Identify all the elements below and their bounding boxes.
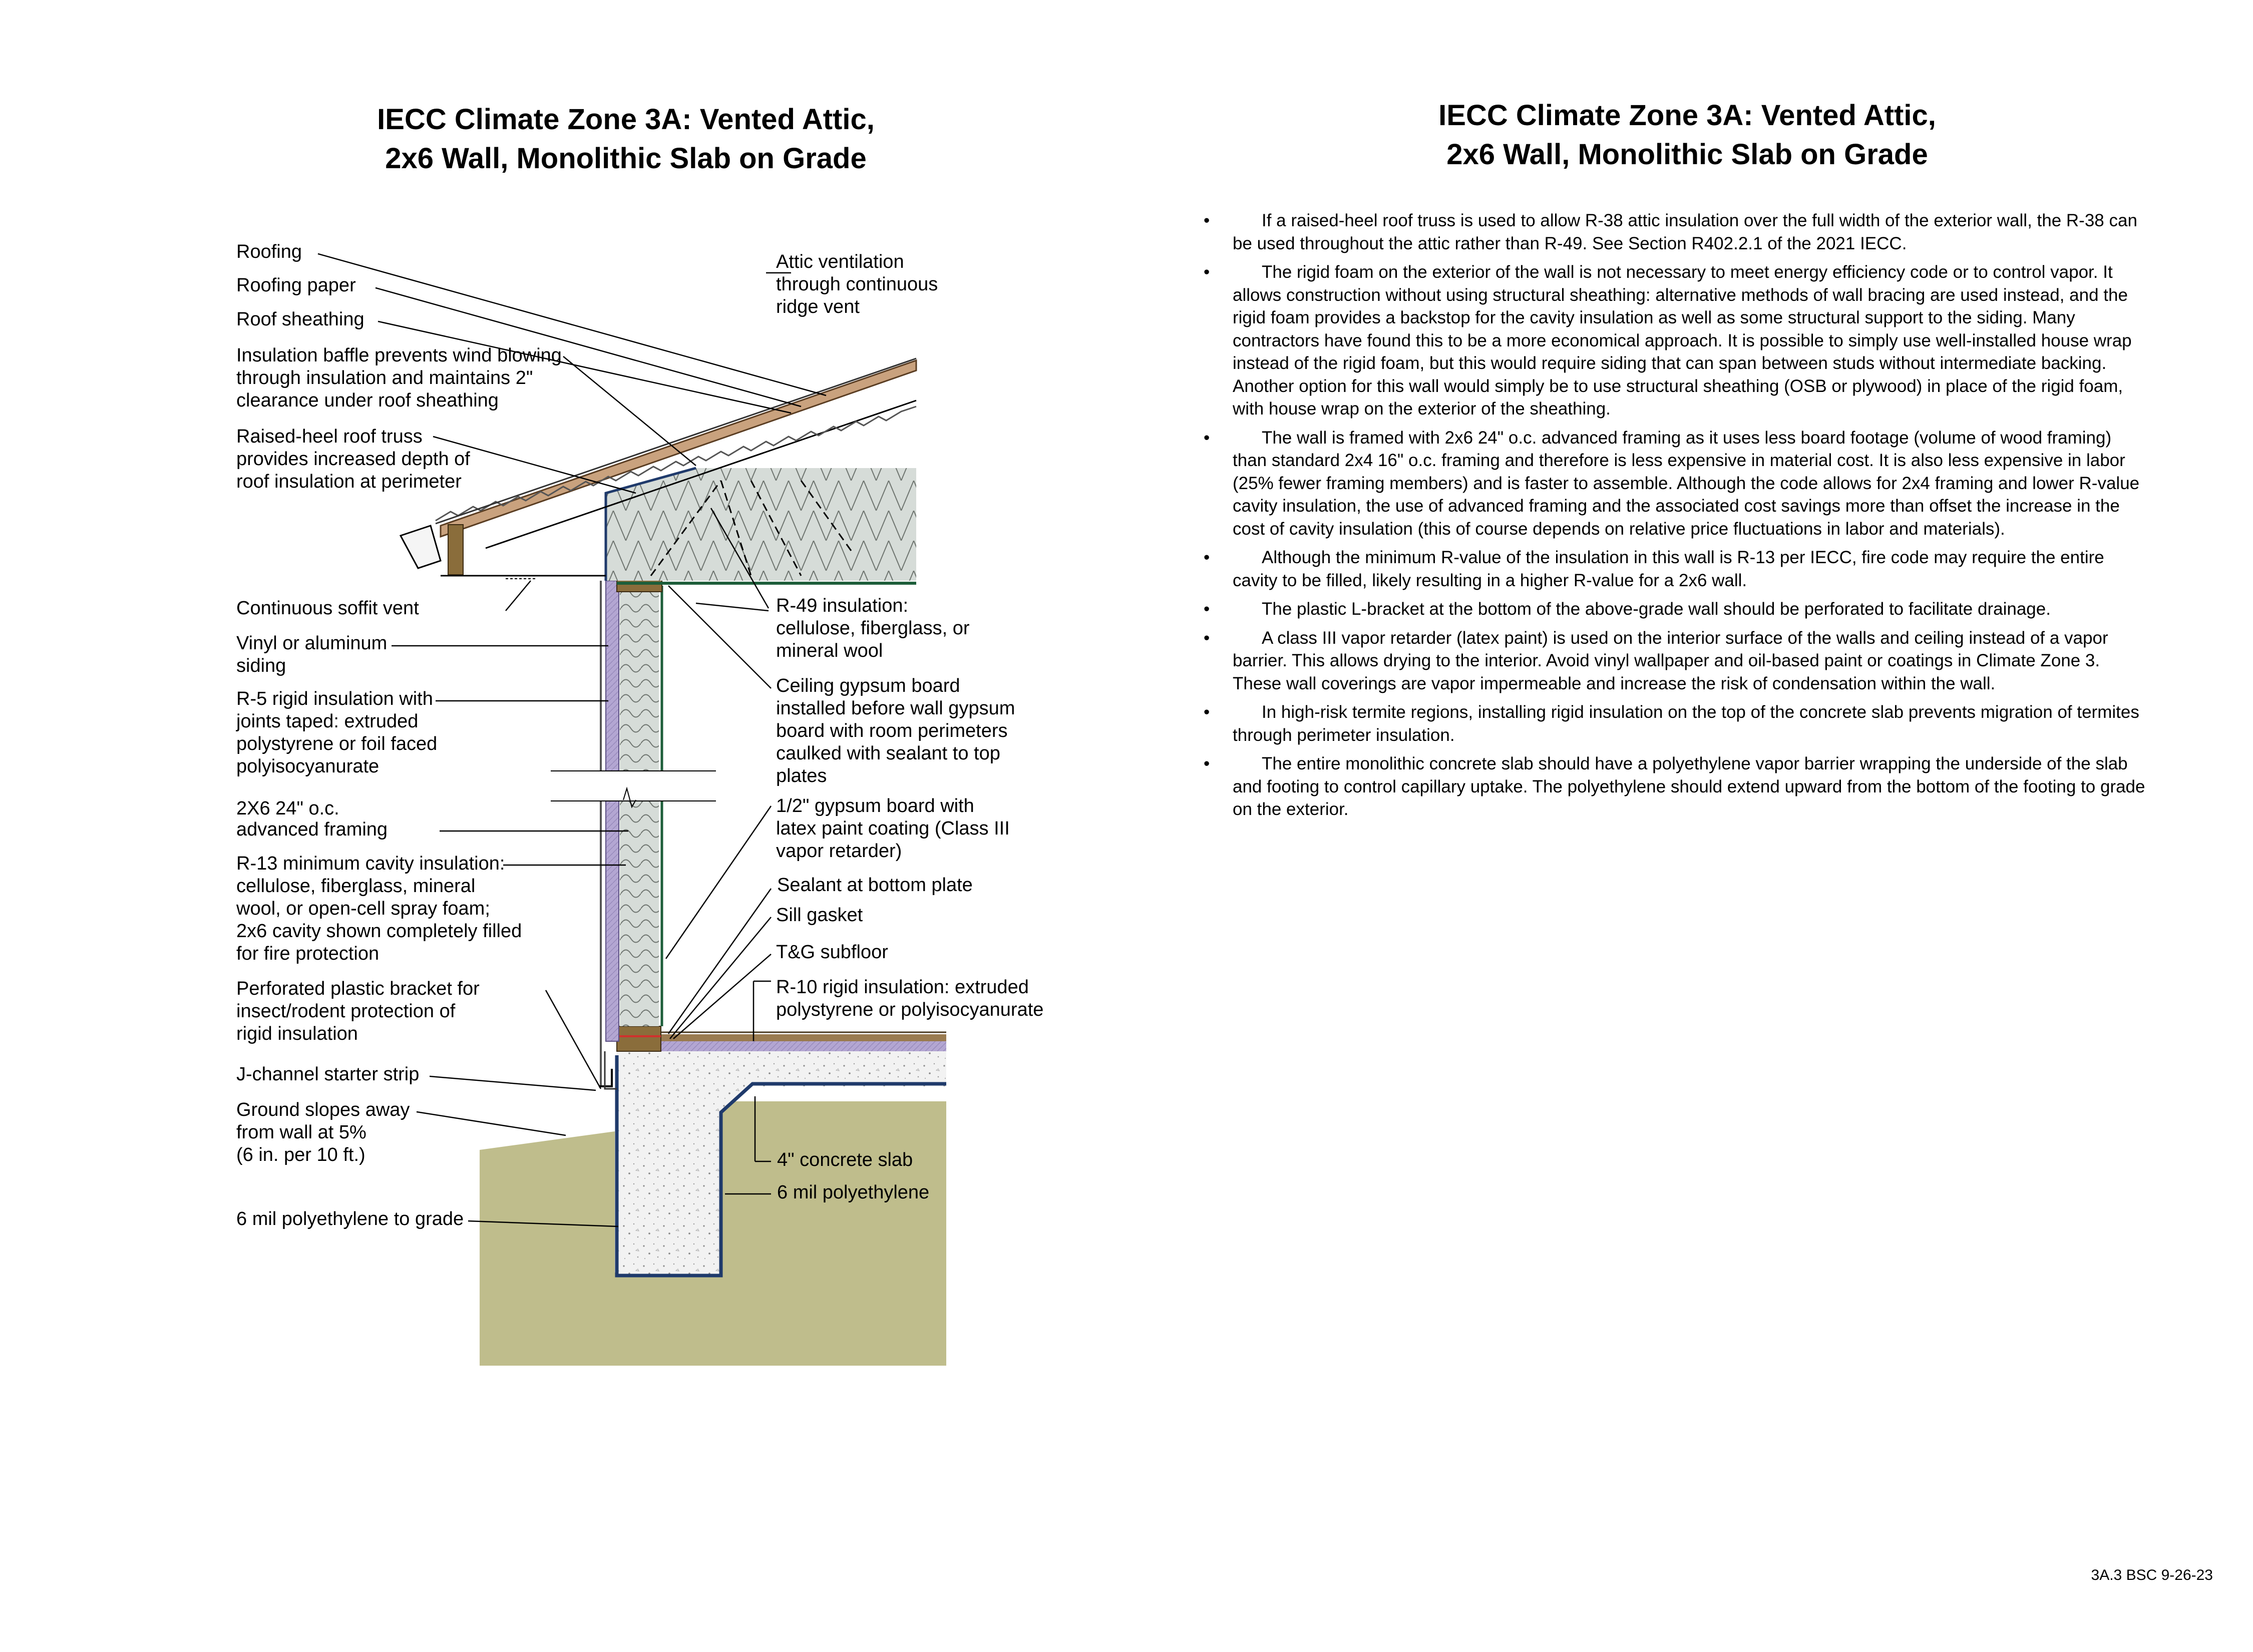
- top-plate: [617, 580, 662, 592]
- wall-rigid-insulation: [606, 581, 619, 1041]
- label-attic-ventilation: Attic ventilation through continuous ridge vent: [776, 251, 938, 317]
- note-item: [1204, 546, 2149, 592]
- bullet: •: [1204, 211, 1210, 230]
- note-text: Although the minimum R-value of the insulation in this wall is R-13 per IECC, fire code may require the entire cavity to be filled, likely resulting in a higher R-value for a 2x6 wall.: [1233, 548, 2104, 590]
- wall-break: [551, 771, 721, 801]
- label-framing: 2X6 24" o.c. advanced framing: [236, 798, 388, 840]
- note-text: The entire monolithic concrete slab should have a polyethylene vapor barrier wrapping the underside of the slab and footing to control capillary uptake. The polyethylene should extend upward from the bottom of the footing to grade on the exterior.: [1233, 754, 2145, 819]
- bullet: •: [1204, 754, 1210, 773]
- bullet: •: [1204, 548, 1210, 567]
- label-gypsum-half: 1/2" gypsum board with latex paint coating (Class III vapor retarder): [776, 795, 1010, 862]
- wall-cavity-insulation: [620, 592, 659, 1026]
- notes-title-line-2: 2x6 Wall, Monolithic Slab on Grade: [1446, 138, 1928, 171]
- attic-insulation: [606, 468, 916, 581]
- label-roofing: Roofing: [236, 241, 302, 262]
- title-line-2: 2x6 Wall, Monolithic Slab on Grade: [385, 142, 867, 175]
- note-item: [1204, 627, 2149, 695]
- leader-line: [668, 889, 771, 1034]
- leader-line: [670, 917, 771, 1039]
- leader-line: [563, 356, 696, 466]
- bottom-plate: [617, 1026, 661, 1051]
- label-raised-heel: Raised-heel roof truss provides increased depth of roof insulation at perimeter: [236, 426, 470, 492]
- wall-section-diagram: [0, 0, 1101, 1652]
- label-sealant-bottom: Sealant at bottom plate: [777, 875, 973, 896]
- note-item: [1204, 427, 2149, 541]
- label-tg-subfloor: T&G subfloor: [776, 942, 888, 963]
- note-item: [1204, 598, 2149, 621]
- label-r5-rigid: R-5 rigid insulation with joints taped: extruded polystyrene or foil faced polyisocyanurate: [236, 688, 438, 777]
- notes-list: [1204, 209, 2149, 827]
- note-text: A class III vapor retarder (latex paint) is used on the interior surface of the walls and ceiling instead of a vapor barrier. This allows drying to the interior. Avoid vinyl wallpaper and oil-based paint or coatings in Climate Zone 3. These wall coverings are vapor impermeable and increase the risk of condensation within the wall.: [1233, 628, 2108, 693]
- footer-code: 3A.3 BSC 9-26-23: [2091, 1567, 2213, 1583]
- bullet: •: [1204, 702, 1210, 722]
- notes-title: [1287, 96, 2088, 174]
- slab-rigid-insulation: [661, 1041, 946, 1051]
- label-concrete-slab: 4" concrete slab: [777, 1149, 913, 1170]
- note-item: [1204, 701, 2149, 746]
- note-text: In high-risk termite regions, installing rigid insulation on the top of the concrete slab prevents migration of termites through perimeter insulation.: [1233, 702, 2139, 745]
- label-soffit-vent: Continuous soffit vent: [236, 598, 419, 619]
- label-ceiling-gypsum: Ceiling gypsum board installed before wall gypsum board with room perimeters caulked with sealant to top plates: [776, 675, 1015, 786]
- leader-line: [668, 586, 771, 688]
- fascia: [401, 526, 441, 568]
- label-bracket: Perforated plastic bracket for insect/rodent protection of rigid insulation: [236, 978, 480, 1044]
- label-insulation-baffle: Insulation baffle prevents wind blowing through insulation and maintains 2" clearance under roof sheathing: [236, 345, 562, 411]
- label-siding: Vinyl or aluminum siding: [236, 633, 388, 676]
- note-text: The plastic L-bracket at the bottom of the above-grade wall should be perforated to facilitate drainage.: [1262, 599, 2051, 619]
- note-item: [1204, 261, 2149, 421]
- bullet: •: [1204, 628, 1210, 648]
- label-poly-to-grade: 6 mil polyethylene to grade: [236, 1208, 464, 1229]
- leader-line: [673, 954, 771, 1039]
- label-r13-cavity: R-13 minimum cavity insulation: cellulose, fiberglass, mineral wool, or open-cell spray foam; 2x6 cavity shown completely filled for fire protection: [236, 853, 522, 964]
- leader-line: [506, 581, 531, 611]
- label-r49: R-49 insulation: cellulose, fiberglass, or mineral wool: [776, 595, 970, 661]
- title-line-1: IECC Climate Zone 3A: Vented Attic,: [377, 103, 875, 136]
- bullet: •: [1204, 262, 1210, 282]
- leader-line: [546, 990, 601, 1089]
- label-j-channel: J-channel starter strip: [236, 1064, 420, 1085]
- label-ground-slopes: Ground slopes away from wall at 5% (6 in. per 10 ft.): [236, 1099, 410, 1165]
- leader-line: [417, 1112, 566, 1135]
- label-roofing-paper: Roofing paper: [236, 275, 356, 296]
- leader-line: [430, 1076, 596, 1090]
- leader-line: [696, 603, 769, 611]
- note-text: The wall is framed with 2x6 24" o.c. advanced framing as it uses less board footage (volume of wood framing) than standard 2x4 16" o.c. framing and therefore is less expensive in material cost. It is also less expensive in labor (25% fewer framing members) and is faster to assemble. Although the code allows for 2x4 framing and lower R-value cavity insulation, the use of advanced framing and the associated cost savings more than offset the increase in the cost of cavity insulation (this of course depends on relative price fluctuations in labor and materials).: [1233, 428, 2140, 539]
- bullet: •: [1204, 428, 1210, 448]
- label-r10-rigid: R-10 rigid insulation: extruded polystyrene or polyisocyanurate: [776, 977, 1044, 1020]
- label-poly-6mil: 6 mil polyethylene: [777, 1182, 930, 1203]
- note-text: The rigid foam on the exterior of the wall is not necessary to meet energy efficiency code or to control vapor. It allows construction without using structural sheathing: alternative methods of wall bracing are used instead, and the rigid foam provides a backstop for the cavity insulation as well as some structural support to the siding. Many contractors have found this to be a more economical approach. It is possible to simply use well-installed house wrap instead of the rigid foam, but this would require siding that can span between studs without intermediate backing. Another option for this wall would simply be to use structural sheathing (OSB or plywood) in place of the rigid foam, with house wrap on the exterior of the sheathing.: [1233, 262, 2132, 419]
- note-text: If a raised-heel roof truss is used to allow R-38 attic insulation over the full width of the exterior wall, the R-38 can be used throughout the attic rather than R-49. See Section R402.2.1 of the 2021 IECC.: [1233, 211, 2137, 253]
- label-roof-sheathing: Roof sheathing: [236, 309, 364, 330]
- note-item: [1204, 752, 2149, 821]
- note-item: [1204, 209, 2149, 255]
- label-sill-gasket: Sill gasket: [776, 905, 863, 926]
- notes-title-line-1: IECC Climate Zone 3A: Vented Attic,: [1438, 99, 1936, 132]
- rafter-tail: [448, 525, 463, 575]
- bullet: •: [1204, 599, 1210, 619]
- subfloor: [661, 1034, 946, 1041]
